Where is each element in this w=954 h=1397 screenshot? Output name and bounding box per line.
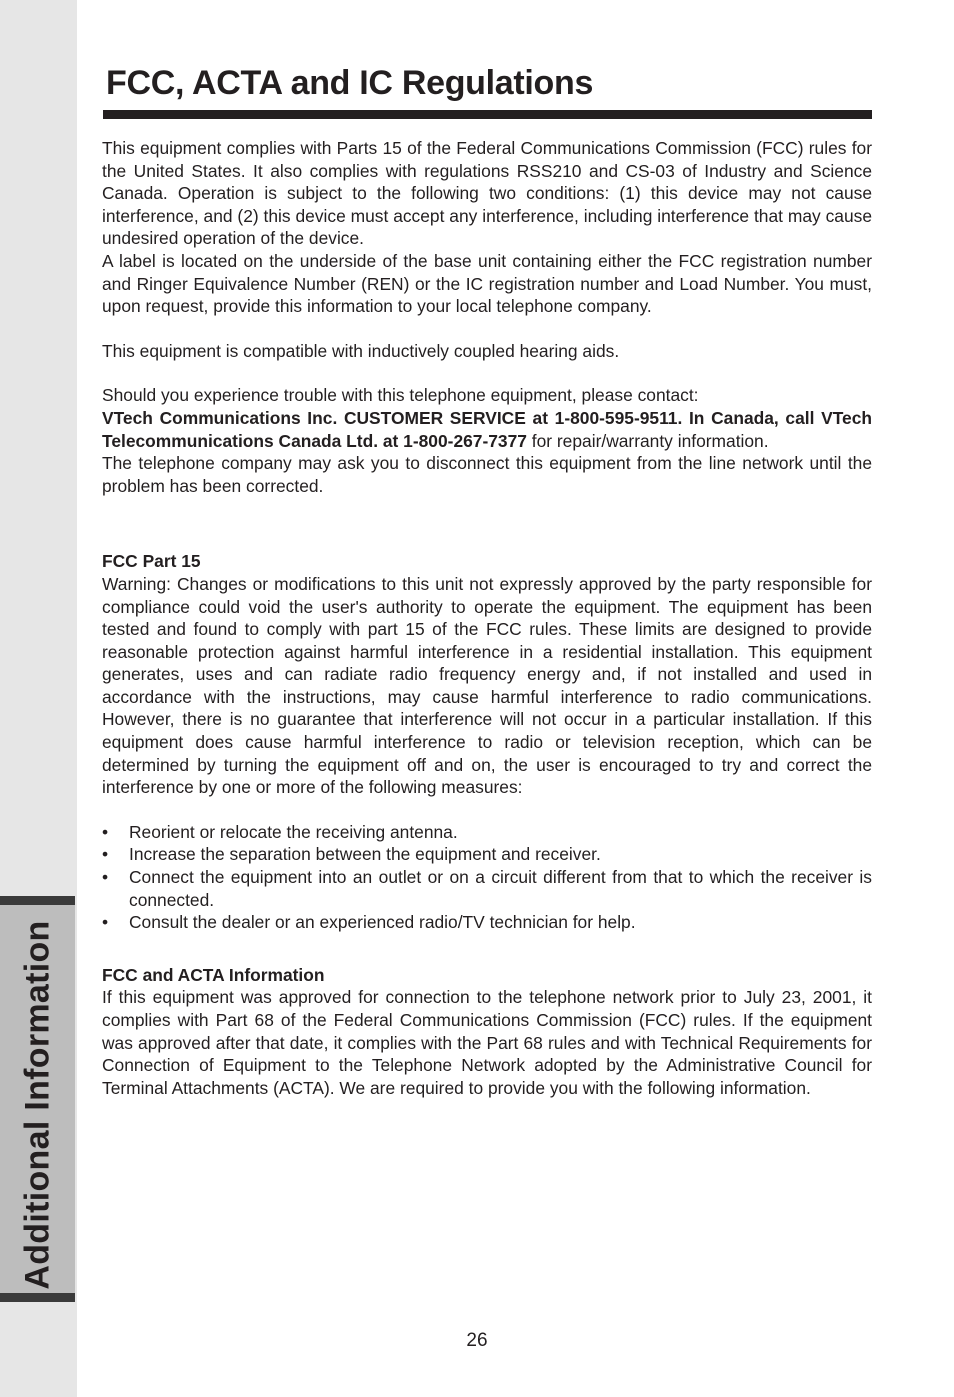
fcc-acta-heading: FCC and ACTA Information: [102, 964, 325, 985]
fcc-part15-heading: FCC Part 15: [102, 551, 201, 572]
fcc-acta-body: If this equipment was approved for connection to the telephone network prior to July 23, 2001, it complies with Part 68 of the Federal Communications Commission (FCC) rules. If the equipment was approved after that date, it complies with the Part 68 rules and with Technical Requirements for Connection of Equipment to the Telephone Network adopted by the Administrative Council for Terminal Attachments (ACTA). We are required to provide you with the following information.: [102, 987, 872, 1098]
intro-paragraph-hearing-aids: This equipment is compatible with inductively coupled hearing aids.: [102, 340, 620, 361]
list-item: • Consult the dealer or an experienced radio/TV technician for help.: [102, 912, 636, 933]
bullet-icon: •: [102, 821, 109, 842]
bullet-icon: •: [102, 912, 109, 933]
page-number: 26: [466, 1330, 488, 1351]
list-item: • Reorient or relocate the receiving antenna.: [102, 821, 458, 842]
fcc-part15-body: Warning: Changes or modifications to this unit not expressly approved by the party responsible for compliance could void the user's authority to operate the equipment. The equipment has been tested and found to comply with part 15 of the FCC rules. These limits are designed to provide reasonable protection against harmful interference in a residential installation. This equipment generates, uses and can radiate radio frequency energy and, if not installed and used in accordance with the instructions, may cause harmful interference to radio communications. However, there is no guarantee that interference will not occur in a particular installation. If this equipment does cause harmful interference to radio or television reception, which can be determined by turning the equipment off and on, the user is encouraged to try and correct the interference by one or more of the following measures:: [102, 573, 872, 798]
contact-info-bold: VTech Communications Inc. CUSTOMER SERVICE at 1-800-595-9511. In Canada, call VTech Telecommunications Canada Ltd. at 1-800-267-7377: [102, 407, 872, 451]
measures-list: [102, 821, 872, 934]
title-rule: [103, 110, 872, 119]
section-tab-label: Additional Information: [18, 920, 57, 1290]
intro-paragraph-compliance: This equipment complies with Parts 15 of the Federal Communications Commission (FCC) rules for the United States. It also complies with regulations RSS210 and CS-03 of Industry and Science Canada. Operation is subject to the following two conditions: (1) this device may not cause interference, and (2) this device must accept any interference, including interference that may cause undesired operation of the device.: [102, 138, 872, 249]
list-item: • Increase the separation between the equipment and receiver.: [102, 844, 601, 865]
contact-info: [102, 407, 872, 452]
list-item: • Connect the equipment into an outlet or on a circuit different from that to which the receiver is connected.: [102, 867, 872, 910]
bullet-icon: •: [102, 844, 109, 865]
contact-info-rest: for repair/warranty information.: [526, 430, 769, 451]
page-content: [102, 137, 872, 1099]
intro-paragraph-disconnect: The telephone company may ask you to disconnect this equipment from the line network until the problem has been corrected.: [102, 453, 872, 496]
intro-paragraph-contact: Should you experience trouble with this telephone equipment, please contact:: [102, 385, 699, 406]
page-title: FCC, ACTA and IC Regulations: [106, 64, 594, 102]
bullet-icon: •: [102, 867, 109, 888]
intro-paragraph-label: A label is located on the underside of the base unit containing either the FCC registration number and Ringer Equivalence Number (REN) or the IC registration number and Load Number. You must, upon request, provide this information to your local telephone company.: [102, 250, 872, 317]
